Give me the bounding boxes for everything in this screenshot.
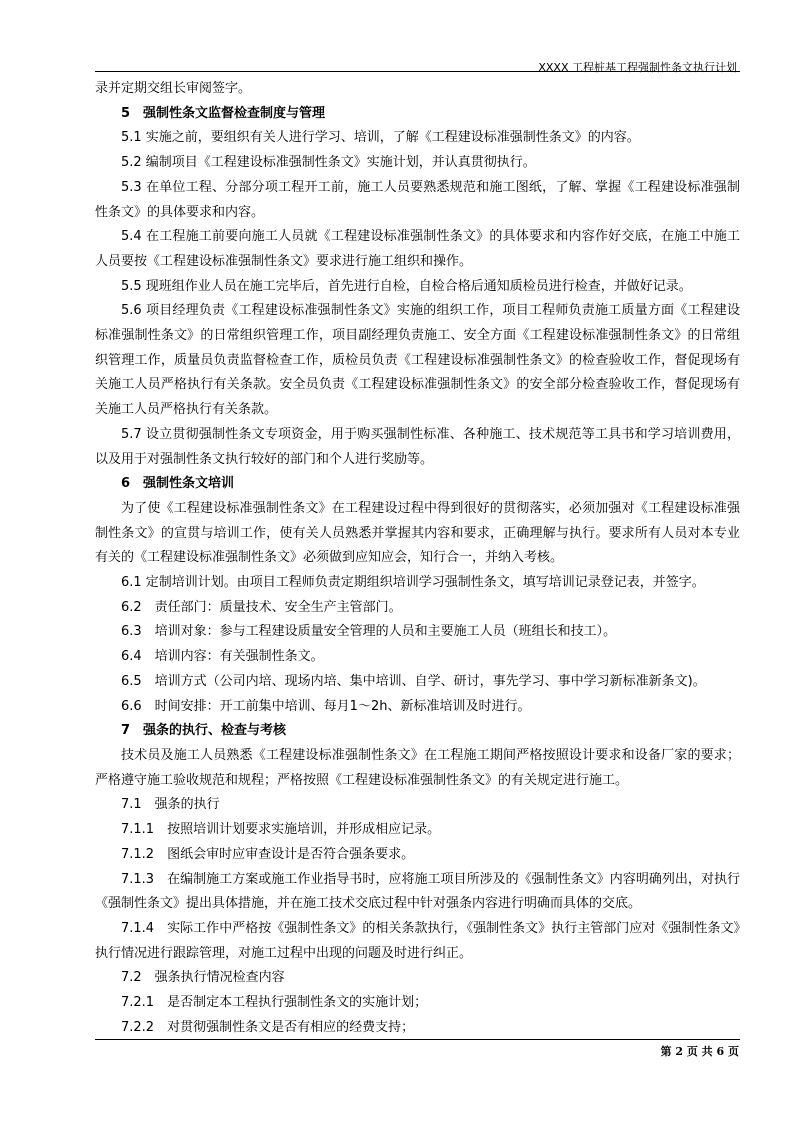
body-paragraph: 7.1.3 在编制施工方案或施工作业指导书时，应将施工项目所涉及的《强制性条文》内容明确列出，对执行《强制性条文》提出具体措施，并在施工技术交底过程中针对强条内容进行明确而具体的交底。 bbox=[95, 871, 740, 912]
page-number: 第 2 页 共 6 页 bbox=[660, 1045, 739, 1058]
body-paragraph: 6.1 定制培训计划。由项目工程师负责定期组织培训学习强制性条文，填写培训记录登记表，并签字。 bbox=[121, 575, 705, 591]
body-paragraph: 5.2 编制项目《工程建设标准强制性条文》实施计划，并认真贯彻执行。 bbox=[121, 155, 536, 171]
body-paragraph: 5.6 项目经理负责《工程建设标准强制性条文》实施的组织工作，项目工程师负责施工质量方面《工程建设标准强制性条文》的日常组织管理工作，项目副经理负责施工、安全方面《工程建设标准强制性条文》的日常组织管理工作，质量员负责监督检查工作，质检员负责《工程建设标准强制性条文》的检查验收工作，督促现场有关施工人员严格执行有关条款。安全员负责《工程建设标准强制性条文》的安全部分检查验收工作，督促现场有关施工人员严格执行有关条款。 bbox=[95, 303, 740, 418]
body-paragraph: 6.5 培训方式（公司内培、现场内培、集中培训、自学、研讨，事先学习、事中学习新标准新条文)。 bbox=[121, 673, 706, 689]
footer-divider bbox=[95, 1039, 740, 1040]
header-title: XXXX 工程桩基工程强制性条文执行计划 bbox=[538, 61, 737, 74]
body-paragraph: 7.2.2 对贯彻强制性条文是否有相应的经费支持； bbox=[121, 1019, 415, 1035]
body-paragraph: 5.7 设立贯彻强制性条文专项资金，用于购买强制性标准、各种施工、技术规范等工具书和学习培训费用，以及用于对强制性条文执行较好的部门和个人进行奖励等。 bbox=[95, 426, 740, 467]
body-paragraph: 为了使《工程建设标准强制性条文》在工程建设过程中得到很好的贯彻落实，必须加强对《工程建设标准强制性条文》的宣贯与培训工作，使有关人员熟悉并掌握其内容和要求，正确理解与执行。要求所有人员对本专业有关的《工程建设标准强制性条文》必须做到应知应会，知行合一，并纳入考核。 bbox=[95, 500, 740, 566]
body-paragraph: 6.2 责任部门：质量技术、安全生产主管部门。 bbox=[121, 599, 402, 615]
paragraph-continuation: 录并定期交组长审阅签字。 bbox=[95, 81, 252, 96]
body-paragraph: 7.1.1 按照培训计划要求实施培训，并形成相应记录。 bbox=[121, 822, 441, 838]
section-heading: 5 强制性条文监督检查制度与管理 bbox=[121, 105, 326, 121]
body-paragraph: 7.1.2 图纸会审时应审查设计是否符合强条要求。 bbox=[121, 846, 415, 862]
document-body bbox=[95, 77, 740, 1040]
section-heading: 6 强制性条文培训 bbox=[121, 476, 235, 492]
section-heading: 7 强条的执行、检查与考核 bbox=[121, 723, 287, 739]
body-paragraph: 5.1 实施之前，要组织有关人进行学习、培训，了解《工程建设标准强制性条文》的内容。 bbox=[121, 130, 640, 146]
body-paragraph: 5.4 在工程施工前要向施工人员就《工程建设标准强制性条文》的具体要求和内容作好交底，在施工中施工人员要按《工程建设标准强制性条文》要求进行施工组织和操作。 bbox=[95, 229, 740, 269]
body-paragraph: 7.1.4 实际工作中严格按《强制性条文》的相关条款执行，《强制性条文》执行主管部门应对《强制性条文》执行情况进行跟踪管理，对施工过程中出现的问题及时进行纠正。 bbox=[95, 920, 740, 961]
body-paragraph: 7.2.1 是否制定本工程执行强制性条文的实施计划； bbox=[121, 995, 428, 1011]
body-paragraph: 7.1 强条的执行 bbox=[121, 797, 220, 813]
body-paragraph: 5.3 在单位工程、分部分项工程开工前，施工人员要熟悉规范和施工图纸，了解、掌握《工程建设标准强制性条文》的具体要求和内容。 bbox=[95, 179, 740, 220]
body-paragraph: 7.2 强条执行情况检查内容 bbox=[121, 970, 285, 986]
body-paragraph: 技术员及施工人员熟悉《工程建设标准强制性条文》在工程施工期间严格按照设计要求和设备厂家的要求；严格遵守施工验收规范和规程；严格按照《工程建设标准强制性条文》的有关规定进行施工。 bbox=[95, 747, 740, 788]
body-paragraph: 6.4 培训内容：有关强制性条文。 bbox=[121, 649, 324, 665]
body-paragraph: 6.3 培训对象：参与工程建设质量安全管理的人员和主要施工人员（班组长和技工）。 bbox=[121, 624, 617, 640]
body-paragraph: 6.6 时间安排：开工前集中培训、每月1～2h、新标准培训及时进行。 bbox=[121, 698, 531, 714]
body-paragraph: 5.5 现班组作业人员在施工完毕后，首先进行自检，自检合格后通知质检员进行检查，并做好记录。 bbox=[121, 278, 692, 294]
header-divider bbox=[95, 71, 740, 72]
